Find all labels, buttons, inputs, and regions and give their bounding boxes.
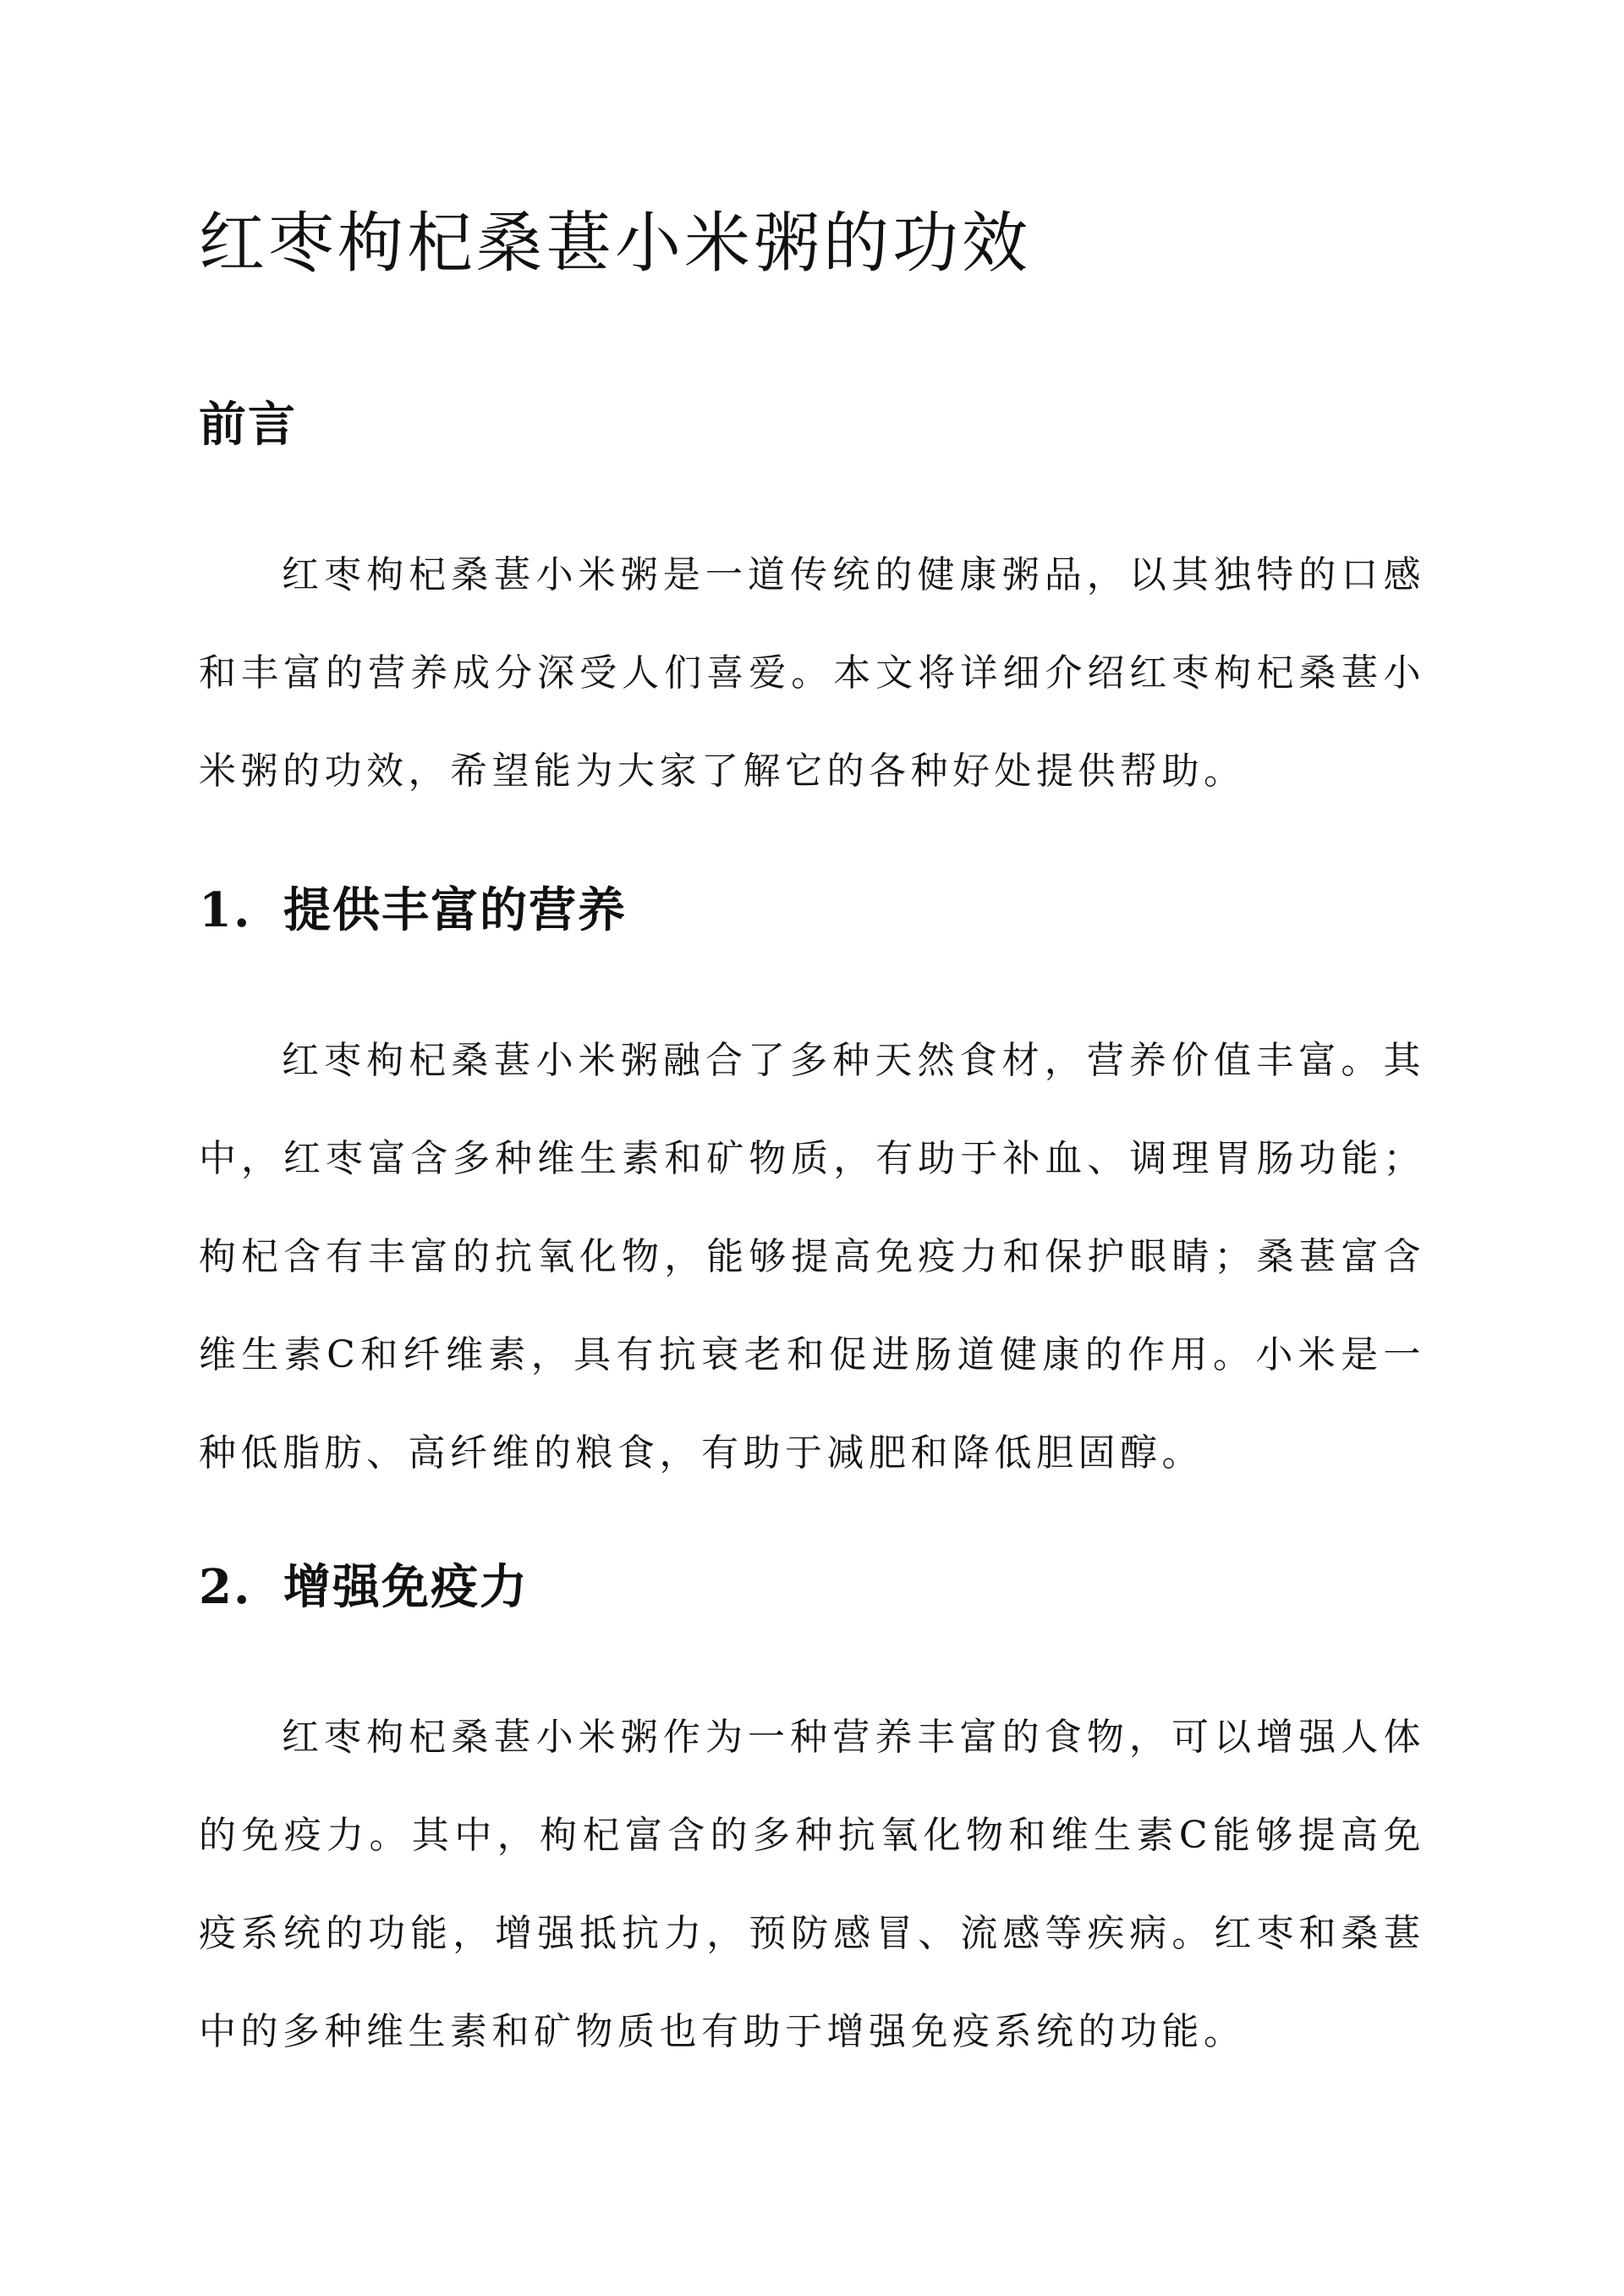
section-paragraph-preface: 红枣枸杞桑葚小米粥是一道传统的健康粥品，以其独特的口感和丰富的营养成分深受人们喜爱。本文将详细介绍红枣枸杞桑葚小米粥的功效，希望能为大家了解它的各种好处提供帮助。	[199, 553, 1425, 793]
document-title: 红枣枸杞桑葚小米粥的功效	[199, 206, 1032, 282]
section-heading-text: 增强免疫力	[283, 1559, 529, 1615]
section-number: 2.	[199, 1559, 252, 1615]
section-paragraph-immunity: 红枣枸杞桑葚小米粥作为一种营养丰富的食物，可以增强人体的免疫力。其中，枸杞富含的多种抗氧化物和维生素C能够提高免疫系统的功能，增强抵抗力，预防感冒、流感等疾病。红枣和桑葚中的多种维生素和矿物质也有助于增强免疫系统的功能。	[199, 1716, 1425, 2053]
section-heading-nutrition	[199, 876, 627, 944]
section-heading-text: 提供丰富的营养	[283, 882, 627, 938]
section-paragraph-nutrition: 红枣枸杞桑葚小米粥融合了多种天然食材，营养价值丰富。其中，红枣富含多种维生素和矿物质，有助于补血、调理胃肠功能；枸杞含有丰富的抗氧化物，能够提高免疫力和保护眼睛；桑葚富含维生素C和纤维素，具有抗衰老和促进肠道健康的作用。小米是一种低脂肪、高纤维的粮食，有助于减肥和降低胆固醇。	[199, 1039, 1425, 1475]
section-heading-immunity	[199, 1553, 529, 1621]
section-heading-preface: 前言	[199, 397, 297, 453]
section-number: 1.	[199, 882, 252, 938]
